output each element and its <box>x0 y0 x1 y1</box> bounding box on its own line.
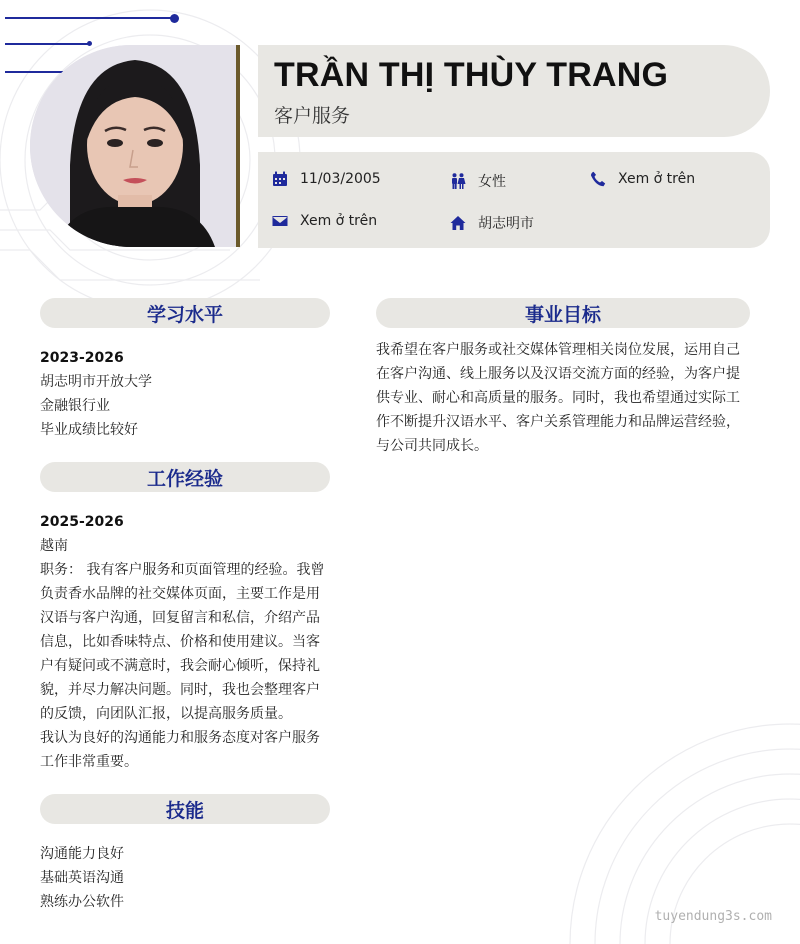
name-panel <box>258 45 770 137</box>
calendar-icon <box>272 171 288 187</box>
skill-item: 基础英语沟通 <box>40 870 124 886</box>
objective-heading-text: 事业目标 <box>524 303 601 326</box>
experience-line: 汉语与客户沟通，回复留言和私信，介绍产品 <box>40 610 320 626</box>
education-content <box>40 346 330 442</box>
contact-birthday <box>272 171 381 187</box>
gender-value: 女性 <box>478 174 506 190</box>
objective-line: 作不断提升汉语水平、客户关系管理能力和品牌运营经验， <box>376 414 740 430</box>
job-title: 客户服务 <box>274 105 351 127</box>
education-heading <box>40 298 330 328</box>
education-note: 毕业成绩比较好 <box>40 422 138 438</box>
experience-line: 信息，比如香味特点、价格和使用建议。当客 <box>40 634 320 650</box>
objective-line: 供专业、耐心和高质量的服务。同时，我也希望通过实际工 <box>376 390 740 406</box>
experience-line: 工作非常重要。 <box>40 754 138 770</box>
objective-heading <box>376 298 750 328</box>
phone-value[interactable]: Xem ở trên <box>618 171 696 187</box>
skill-item: 熟练办公软件 <box>40 894 124 910</box>
accent-line-1 <box>5 17 175 19</box>
experience-line: 的反馈，向团队汇报，以提高服务质量。 <box>40 706 292 722</box>
objective-line: 我希望在客户服务或社交媒体管理相关岗位发展，运用自己 <box>376 342 740 358</box>
phone-icon <box>590 171 606 187</box>
accent-dot-1 <box>170 14 179 23</box>
objective-line: 在客户沟通、线上服务以及汉语交流方面的经验，为客户提 <box>376 366 740 382</box>
envelope-icon <box>272 213 288 229</box>
experience-line: 貌，并尽力解决问题。同时，我也会整理客户 <box>40 682 320 698</box>
skill-item: 沟通能力良好 <box>40 846 124 862</box>
skills-heading <box>40 794 330 824</box>
accent-line-3 <box>5 71 65 73</box>
skills-heading-text: 技能 <box>165 799 204 822</box>
experience-period: 2025-2026 <box>40 514 124 530</box>
photo-edge <box>236 45 240 247</box>
experience-content <box>40 510 340 774</box>
experience-line: 负责香水品牌的社交媒体页面，主要工作是用 <box>40 586 320 602</box>
experience-location: 越南 <box>40 538 68 554</box>
experience-line: 户有疑问或不满意时，我会耐心倾听，保持礼 <box>40 658 320 674</box>
education-school: 胡志明市开放大学 <box>40 374 152 390</box>
education-major: 金融银行业 <box>40 398 110 414</box>
skills-content <box>40 842 330 914</box>
people-icon <box>450 173 466 189</box>
accent-line-2 <box>5 43 90 45</box>
address-value: 胡志明市 <box>478 216 534 232</box>
education-period: 2023-2026 <box>40 350 124 366</box>
contact-gender <box>450 171 506 191</box>
candidate-name: TRẦN THỊ THÙY TRANG <box>274 56 669 94</box>
contact-email <box>272 213 377 229</box>
profile-photo <box>30 45 240 247</box>
experience-line: 我认为良好的沟通能力和服务态度对客户服务 <box>40 730 320 746</box>
contact-address <box>450 213 534 233</box>
contact-phone <box>590 171 695 187</box>
home-icon <box>450 215 466 231</box>
accent-dot-2 <box>87 41 92 46</box>
experience-line: 职务： 我有客户服务和页面管理的经验。我曾 <box>40 562 325 578</box>
objective-content <box>376 338 756 458</box>
objective-line: 与公司共同成长。 <box>376 438 488 454</box>
email-value[interactable]: Xem ở trên <box>300 213 378 229</box>
birthday-value: 11/03/2005 <box>300 171 381 187</box>
experience-heading <box>40 462 330 492</box>
education-heading-text: 学习水平 <box>146 303 223 326</box>
portrait-illustration <box>30 45 240 247</box>
experience-heading-text: 工作经验 <box>146 467 223 490</box>
contact-panel <box>258 152 770 248</box>
watermark: tuyendung3s.com <box>654 909 772 924</box>
